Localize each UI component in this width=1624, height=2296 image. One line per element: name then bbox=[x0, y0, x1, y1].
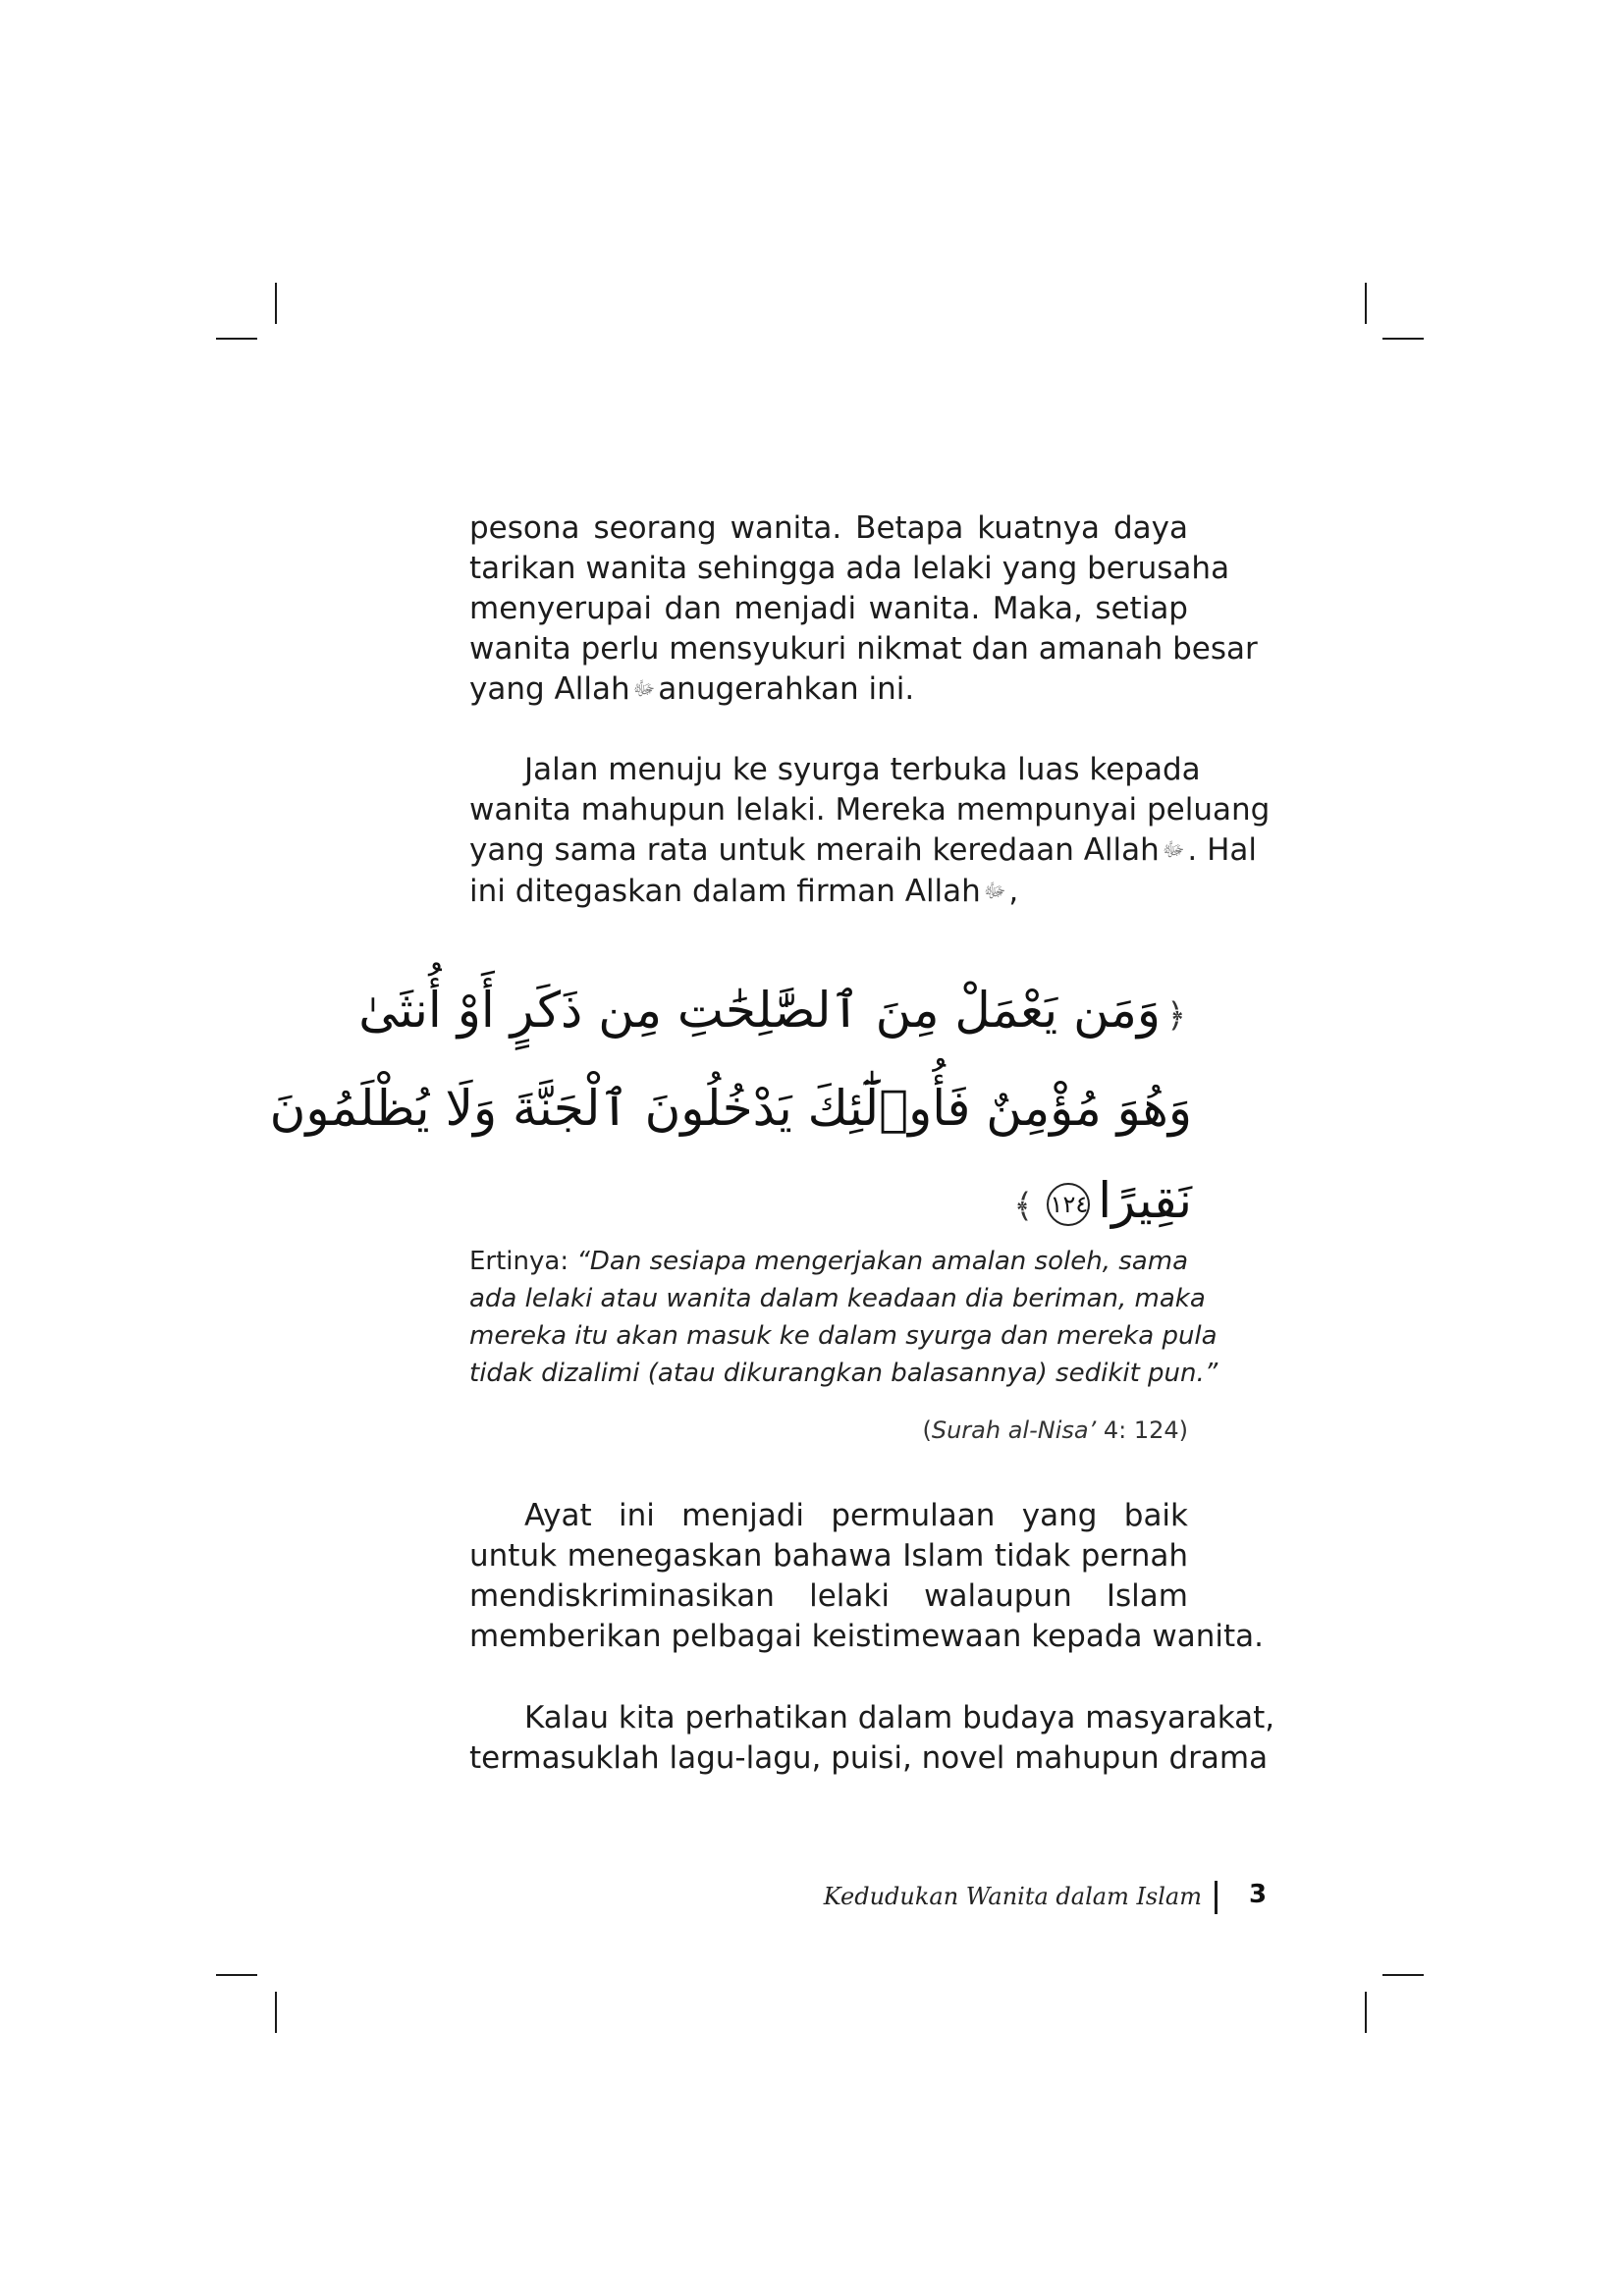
paragraph-line: yang sama rata untuk meraih keredaan Allah ﷻ. Hal bbox=[469, 830, 1188, 872]
footer-divider bbox=[1215, 1881, 1218, 1914]
translation-prefix: Ertinya: bbox=[469, 1247, 569, 1276]
running-footer-title: Kedudukan Wanita dalam Islam bbox=[823, 1883, 1202, 1910]
crop-mark-bottom-right-vertical bbox=[1365, 1992, 1367, 2033]
crop-mark-top-left-horizontal bbox=[216, 338, 257, 340]
ayah-number-badge: ١٢٤ bbox=[1047, 1183, 1090, 1226]
verse-line: وَهُوَ مُؤْمِنٌ فَأُو۟لَٰٓئِكَ يَدْخُلُونَ ٱلْجَنَّةَ وَلَا يُظْلَمُونَ bbox=[269, 1080, 1192, 1137]
paragraph-line: menyerupai dan menjadi wanita. Maka, setiap bbox=[469, 591, 1188, 626]
allah-honorific-icon: ﷻ bbox=[1162, 837, 1185, 861]
paragraph-4 bbox=[469, 1698, 1275, 1779]
verse-source-citation: (Surah al-Nisa’ 4: 124) bbox=[922, 1416, 1188, 1444]
crop-mark-top-right-vertical bbox=[1365, 283, 1367, 324]
paragraph-line: untuk menegaskan bahawa Islam tidak pernah bbox=[469, 1538, 1188, 1574]
ornament-close-icon: ﴾ bbox=[1013, 1187, 1034, 1226]
translation-line: ada lelaki atau wanita dalam keadaan dia beriman, maka bbox=[469, 1284, 1206, 1313]
paragraph-line: Kalau kita perhatikan dalam budaya masyarakat, bbox=[524, 1700, 1275, 1735]
allah-honorific-icon: ﷻ bbox=[983, 879, 1006, 902]
paragraph-line: wanita perlu mensyukuri nikmat dan amanah besar bbox=[469, 631, 1258, 667]
crop-mark-top-right-horizontal bbox=[1382, 338, 1424, 340]
verse-line: ﴿وَمَن يَعْمَلْ مِنَ ٱلصَّٰلِحَٰتِ مِن ذَكَرٍ أَوْ أُنثَىٰ bbox=[461, 964, 1192, 1062]
paragraph-line: mendiskriminasikan lelaki walaupun Islam bbox=[469, 1578, 1188, 1614]
paragraph-line: yang Allah ﷻanugerahkan ini. bbox=[469, 669, 1188, 711]
quran-verse bbox=[269, 964, 1192, 1253]
paragraph-line: tarikan wanita sehingga ada lelaki yang berusaha bbox=[469, 551, 1230, 586]
paragraph-line: pesona seorang wanita. Betapa kuatnya daya bbox=[469, 510, 1188, 546]
translation-line: Ertinya: “Dan sesiapa mengerjakan amalan soleh, sama bbox=[469, 1247, 1188, 1276]
crop-mark-bottom-left-vertical bbox=[275, 1992, 277, 2033]
crop-mark-top-left-vertical bbox=[275, 283, 277, 324]
paragraph-line: Jalan menuju ke syurga terbuka luas kepada bbox=[524, 752, 1201, 787]
page-number: 3 bbox=[1249, 1880, 1268, 1909]
crop-mark-bottom-right-horizontal bbox=[1382, 1974, 1424, 1976]
translation-line: mereka itu akan masuk ke dalam syurga dan mereka pula bbox=[469, 1321, 1218, 1351]
verse-line: نَقِيرًا١٢٤﴾ bbox=[461, 1154, 1192, 1253]
paragraph-3 bbox=[469, 1496, 1264, 1657]
verse-translation bbox=[469, 1243, 1218, 1392]
crop-mark-bottom-left-horizontal bbox=[216, 1974, 257, 1976]
paragraph-line: termasuklah lagu-lagu, puisi, novel mahupun drama bbox=[469, 1740, 1269, 1776]
paragraph-line: Ayat ini menjadi permulaan yang baik bbox=[524, 1498, 1188, 1533]
paragraph-line: wanita mahupun lelaki. Mereka mempunyai peluang bbox=[469, 792, 1271, 828]
paragraph-1 bbox=[469, 508, 1258, 711]
paragraph-2 bbox=[469, 750, 1271, 913]
allah-honorific-icon: ﷻ bbox=[632, 676, 656, 700]
paragraph-line: memberikan pelbagai keistimewaan kepada wanita. bbox=[469, 1619, 1264, 1654]
translation-line: tidak dizalimi (atau dikurangkan balasannya) sedikit pun.” bbox=[469, 1359, 1218, 1388]
paragraph-line: ini ditegaskan dalam firman Allah ﷻ, bbox=[469, 872, 1188, 913]
ornament-open-icon: ﴿ bbox=[1166, 996, 1186, 1036]
